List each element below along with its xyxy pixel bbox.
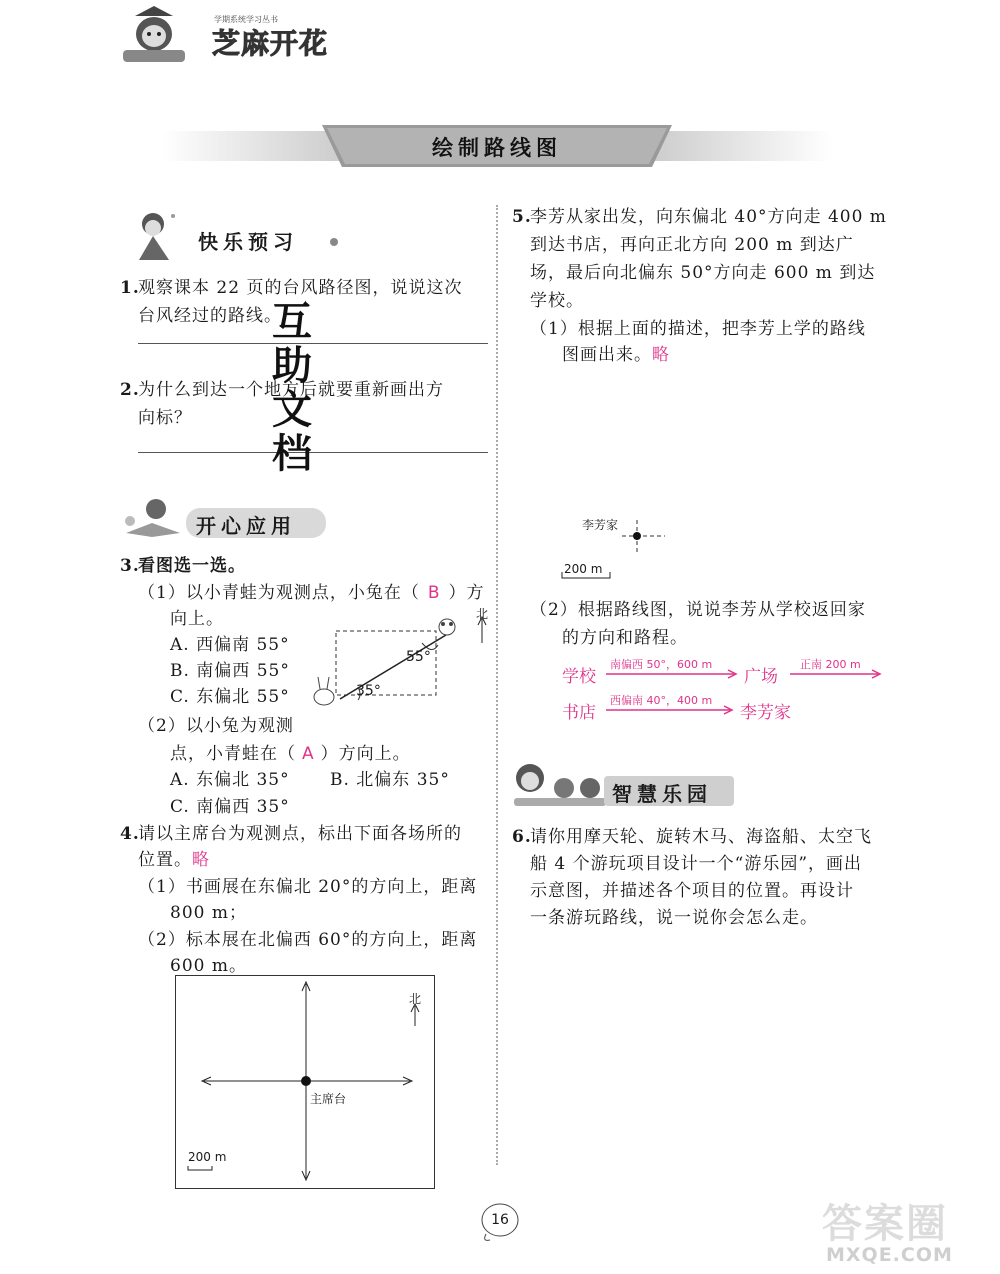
q3-number: 3. bbox=[120, 556, 140, 576]
q2-number: 2. bbox=[120, 380, 140, 400]
q5-home-diagram bbox=[560, 510, 680, 590]
answer-line bbox=[138, 452, 488, 453]
q4-line2 bbox=[138, 846, 210, 874]
header-logo: 芝麻开花 bbox=[212, 27, 329, 60]
q4-number: 4. bbox=[120, 824, 140, 844]
watermark-url: MXQE.COM bbox=[826, 1244, 953, 1266]
q4-line1: 请以主席台为观测点，标出下面各场所的 bbox=[138, 824, 462, 844]
q5-line4: 学校。 bbox=[530, 291, 584, 311]
q3-part2-line2 bbox=[170, 740, 411, 768]
q3-part1-answer: B bbox=[427, 583, 441, 603]
handwriting-char-2: 助 bbox=[272, 342, 312, 389]
series-text: 学期系统学习丛书 bbox=[214, 15, 278, 24]
q3-title: 看图选一选。 bbox=[138, 556, 246, 576]
q2-line2: 向标？ bbox=[138, 408, 192, 428]
reading-kid-icon bbox=[122, 497, 184, 537]
q4-sub1-line1: （1）书画展在东偏北 20°的方向上，距离 bbox=[138, 877, 478, 897]
q3-part1-line2: 向上。 bbox=[170, 609, 224, 629]
q1-line2: 台风经过的路线。 bbox=[138, 306, 282, 326]
q3-option-b: B. 南偏西 55° bbox=[170, 661, 290, 681]
q3-option-a: A. 西偏南 55° bbox=[170, 635, 290, 655]
q6-line3: 示意图，并描述各个项目的位置。再设计 bbox=[530, 881, 854, 901]
q4-sub2-line1: （2）标本展在北偏西 60°的方向上，距离 bbox=[138, 930, 478, 950]
q3-part2-option-c: C. 南偏西 35° bbox=[170, 797, 290, 817]
column-divider bbox=[496, 205, 498, 1165]
route-bookstore: 书店 bbox=[562, 703, 596, 723]
banner-title: 绘制路线图 bbox=[432, 136, 562, 160]
q3-part2-line1: （2）以小兔为观测 bbox=[138, 716, 294, 736]
q3-part2-text: 点，小青蛙在（ bbox=[170, 744, 296, 764]
q6-line1: 请你用摩天轮、旋转木马、海盗船、太空飞 bbox=[530, 827, 872, 847]
q3-part1-text-end: ）方 bbox=[448, 583, 485, 603]
route-leg-2: 正南 200 m bbox=[800, 658, 861, 671]
q4-sub1-line2: 800 m； bbox=[170, 903, 247, 923]
kids-icon bbox=[510, 760, 610, 810]
q4-figure-center: 主席台 bbox=[310, 1092, 347, 1106]
q5-sub1-line1: （1）根据上面的描述，把李芳上学的路线 bbox=[530, 319, 866, 339]
watermark-logo: 答案圈 bbox=[822, 1201, 948, 1247]
q4-figure-north: 北 bbox=[409, 992, 422, 1006]
preview-section-title: 快乐预习 bbox=[198, 230, 298, 254]
q5-sub2-line1: （2）根据路线图，说说李芳从学校返回家 bbox=[530, 600, 866, 620]
q3-part2-answer: A bbox=[302, 744, 315, 764]
route-school: 学校 bbox=[562, 667, 596, 687]
handwriting-char-1: 互 bbox=[272, 298, 312, 345]
q6-line4: 一条游玩路线，说一说你会怎么走。 bbox=[530, 908, 818, 928]
q3-part2-option-a: A. 东偏北 35° bbox=[170, 770, 290, 790]
q4-line2-text: 位置。 bbox=[138, 850, 192, 870]
answer-line bbox=[138, 343, 488, 344]
wisdom-section-icon bbox=[510, 760, 610, 814]
q5-route-answer bbox=[560, 650, 890, 730]
apply-section-title: 开心应用 bbox=[196, 514, 296, 538]
q4-figure-scale: 200 m bbox=[188, 1150, 227, 1164]
q3-figure-angle-55: 55° bbox=[406, 649, 431, 665]
q3-figure-angle-35: 35° bbox=[356, 683, 381, 699]
q5-line3: 场，最后向北偏东 50°方向走 600 m 到达 bbox=[530, 263, 876, 283]
apply-section-icon bbox=[122, 497, 184, 541]
q3-part1-text: （1）以小青蛙为观测点，小兔在（ bbox=[138, 583, 420, 603]
route-leg-1: 南偏西 50°，600 m bbox=[610, 658, 713, 671]
q5-figure bbox=[560, 510, 680, 590]
q4-sub2-line2: 600 m。 bbox=[170, 956, 247, 976]
q3-part1-line1 bbox=[138, 579, 485, 607]
q5-sub1-line2 bbox=[562, 341, 670, 369]
girl-icon bbox=[125, 208, 185, 263]
q3-diagram bbox=[300, 605, 500, 720]
q5-line1: 李芳从家出发，向东偏北 40°方向走 400 m bbox=[530, 207, 887, 227]
preview-title-dot bbox=[330, 238, 338, 246]
q3-part2-option-b: B. 北偏东 35° bbox=[330, 770, 450, 790]
q3-option-c: C. 东偏北 55° bbox=[170, 687, 290, 707]
q5-sub1-answer: 略 bbox=[652, 345, 670, 365]
q4-figure bbox=[175, 975, 435, 1189]
header-mascot bbox=[115, 2, 193, 64]
page-number-badge bbox=[478, 1200, 522, 1244]
q5-line2: 到达书店，再向正北方向 200 m 到达广 bbox=[530, 235, 854, 255]
route-square: 广场 bbox=[744, 667, 778, 687]
q5-sub2-line2: 的方向和路程。 bbox=[562, 628, 688, 648]
q5-figure-scale: 200 m bbox=[564, 562, 603, 576]
q5-number: 5. bbox=[512, 207, 532, 227]
q1-number: 1. bbox=[120, 278, 140, 298]
wisdom-section-title: 智慧乐园 bbox=[612, 782, 712, 806]
route-leg-3: 西偏南 40°，400 m bbox=[610, 694, 713, 707]
q2-line1: 为什么到达一个地方后就要重新画出方 bbox=[138, 380, 444, 400]
q1-line1: 观察课本 22 页的台风路径图，说说这次 bbox=[138, 278, 463, 298]
mascot-image bbox=[115, 2, 193, 64]
q3-part2-text-end: ）方向上。 bbox=[320, 744, 411, 764]
page-number: 16 bbox=[491, 1212, 509, 1228]
q3-figure-north: 北 bbox=[476, 607, 489, 621]
q3-figure bbox=[300, 605, 500, 720]
q5-sub1-text: 图画出来。 bbox=[562, 345, 652, 365]
q6-line2: 船 4 个游玩项目设计一个“游乐园”，画出 bbox=[530, 854, 863, 874]
route-home: 李芳家 bbox=[740, 703, 791, 723]
preview-section-icon bbox=[125, 208, 185, 267]
handwriting-char-4: 档 bbox=[272, 430, 312, 477]
q5-figure-home: 李芳家 bbox=[582, 518, 619, 532]
q6-number: 6. bbox=[512, 827, 532, 847]
q4-answer: 略 bbox=[192, 850, 210, 870]
banner bbox=[162, 125, 832, 167]
handwriting-char-3: 文 bbox=[272, 386, 312, 433]
